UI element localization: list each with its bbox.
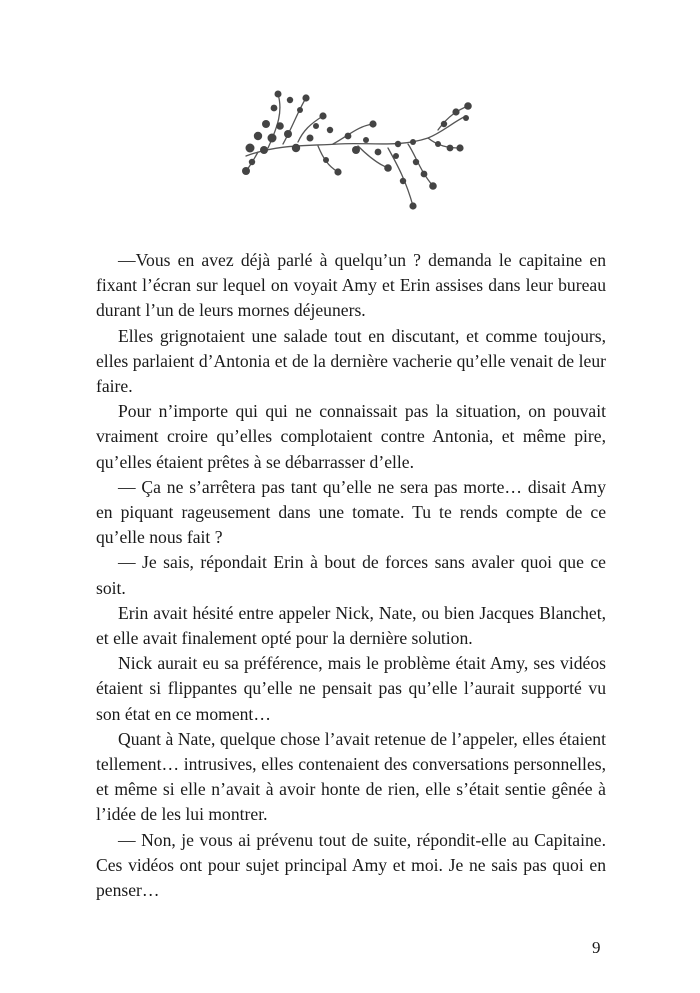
paragraph: Erin avait hésité entre appeler Nick, Nate, ou bien Jacques Blanchet, et elle avait finalement opté pour la dernière solution. (96, 602, 606, 649)
paragraph: —Vous en avez déjà parlé à quelqu’un ? demanda le capitaine en fixant l’écran sur lequel on voyait Amy et Erin assises dans leur bureau durant l’un de leurs mornes déjeuners. (96, 250, 606, 321)
paragraph: Elles grignotaient une salade tout en discutant, et comme toujours, elles parlaient d’Antonia et de la dernière vacherie qu’elle venait de leur faire. (96, 325, 606, 397)
paragraph: — Je sais, répondait Erin à bout de forces sans avaler quoi que ce soit. (96, 552, 606, 598)
paragraph: — Non, je vous ai prévenu tout de suite, répondit-elle au Capitaine. Ces vidéos ont pour sujet principal Amy et moi. Je ne sais pas quoi en penser… (96, 829, 606, 901)
paragraph: — Ça ne s’arrêtera pas tant qu’elle ne sera pas morte… disait Amy en piquant rageusement dans une tomate. Tu te rends compte de ce qu’elle nous fait ? (96, 476, 606, 548)
paragraph: Pour n’importe qui qui ne connaissait pas la situation, on pouvait vraiment croire qu’elles complotaient contre Antonia, et même pire, qu’elles étaient prêtes à se débarrasser d’elle. (96, 401, 606, 472)
page-number: 9 (592, 938, 601, 957)
chapter-text (96, 248, 606, 903)
paragraph: Quant à Nate, quelque chose l’avait retenue de l’appeler, elles étaient tellement… intrusives, elles contenaient des conversations personnelles, et même si elle n’avait à avoir honte de rien, elle s’était sentie gênée à l’idée de les lui montrer. (96, 728, 606, 825)
paragraph: Nick aurait eu sa préférence, mais le problème était Amy, ses vidéos étaient si flippantes qu’elle ne pensait pas qu’elle l’aurait supporté vu son état en ce moment… (96, 653, 606, 724)
berry-branch-icon (238, 86, 478, 216)
